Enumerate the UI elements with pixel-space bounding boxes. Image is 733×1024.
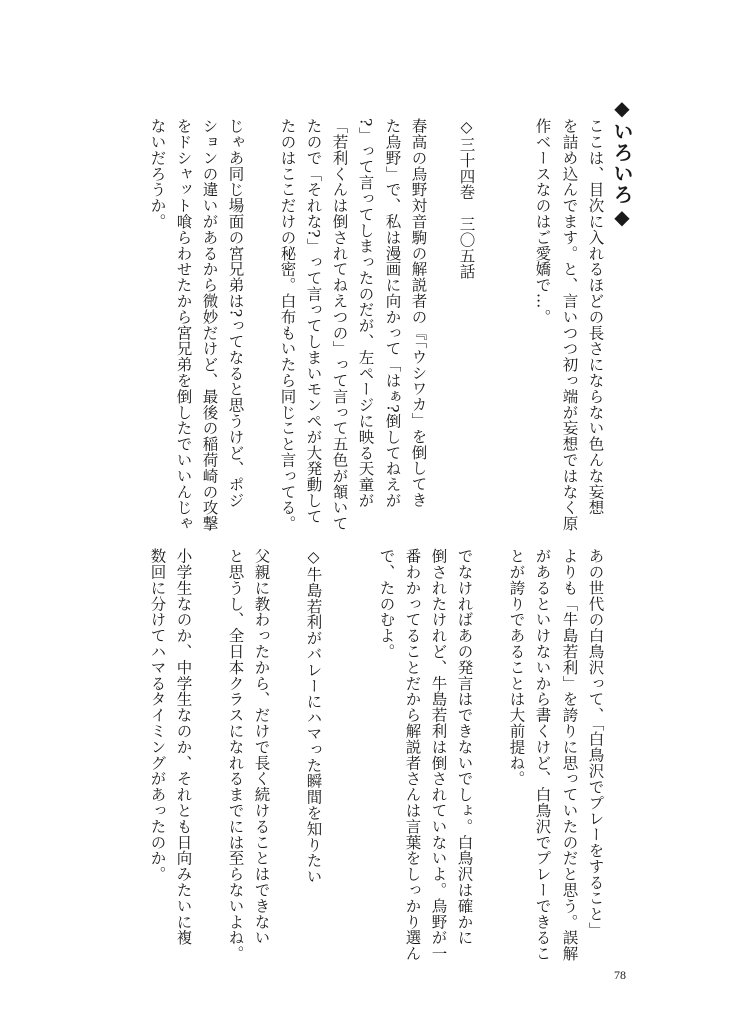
text-column: 小学生なのか、中学生なのか、それとも日向みたいに複	[174, 548, 193, 946]
text-column: ?」って言ってしまったのだが、左ページに映る天童が	[356, 118, 375, 509]
subheading: ◇牛島若利がバレーにハマった瞬間を知りたい	[304, 548, 323, 885]
text-column: を詰め込んでます。と、言いつつ初っ端が妄想ではなく原	[560, 118, 579, 532]
text-column: ここは、目次に入れるほどの長さにならない色んな妄想	[586, 118, 605, 516]
text-column: と思うし、全日本クラスになれるまでには至らないよね。	[226, 548, 245, 962]
text-column: 番わかってることだから解説者さんは言葉をしっかり選ん	[403, 548, 422, 962]
text-column: 倒されたけれど、牛島若利は倒されていないよ。烏野が一	[429, 548, 448, 962]
text-column: た烏野」で、私は漫画に向かって「はぁ?倒してねえが	[383, 118, 402, 509]
text-column: たのはここだけの秘密。白布もいたら同じこと言ってる。	[278, 118, 297, 532]
text-column: で、たのむよ。	[377, 548, 396, 660]
section-heading: ◆いろいろ◆	[610, 96, 634, 230]
text-column: をドシャット喰らわせたから宮兄弟を倒したでいいんじゃ	[174, 118, 193, 532]
text-column: 春高の烏野対音駒の解説者の『「ウシワカ」を倒してき	[409, 118, 428, 508]
text-column: たので「それな?」って言ってしまいモンぺが大発動して	[304, 118, 323, 525]
text-column: 作ベースなのはご愛嬌で…。	[533, 118, 552, 325]
text-column: あの世代の白鳥沢って、「白鳥沢でプレーをすること」	[586, 548, 605, 938]
text-column: があるといけないから書くけど、白鳥沢でプレーできるこ	[533, 548, 552, 962]
text-column: 数回に分けてハマるタイミングがあったのか。	[148, 548, 167, 882]
text-column: 父親に教わったから、だけで長く続けることはできない	[252, 548, 271, 946]
text-column: とが誇りであることは大前提ね。	[507, 548, 526, 787]
text-column: でなければあの発言はできないでしょ。白鳥沢は確かに	[455, 548, 474, 946]
text-column: よりも「牛島若利」を誇りに思っていたのだと思う。誤解	[560, 548, 579, 962]
text-column: ションの違いがあるから微妙だけど、最後の稲荷崎の攻撃	[200, 118, 219, 532]
text-column: ないだろうか。	[148, 118, 167, 230]
text-column: じゃあ同じ場面の宮兄弟は?ってなると思うけど、ポジ	[226, 118, 245, 509]
text-column: 「若利くんは倒されてねえつの」って言って五色が頷いて	[330, 118, 349, 532]
page-number: 78	[614, 968, 626, 982]
subheading: ◇三十四巻 三〇五話	[457, 118, 476, 280]
